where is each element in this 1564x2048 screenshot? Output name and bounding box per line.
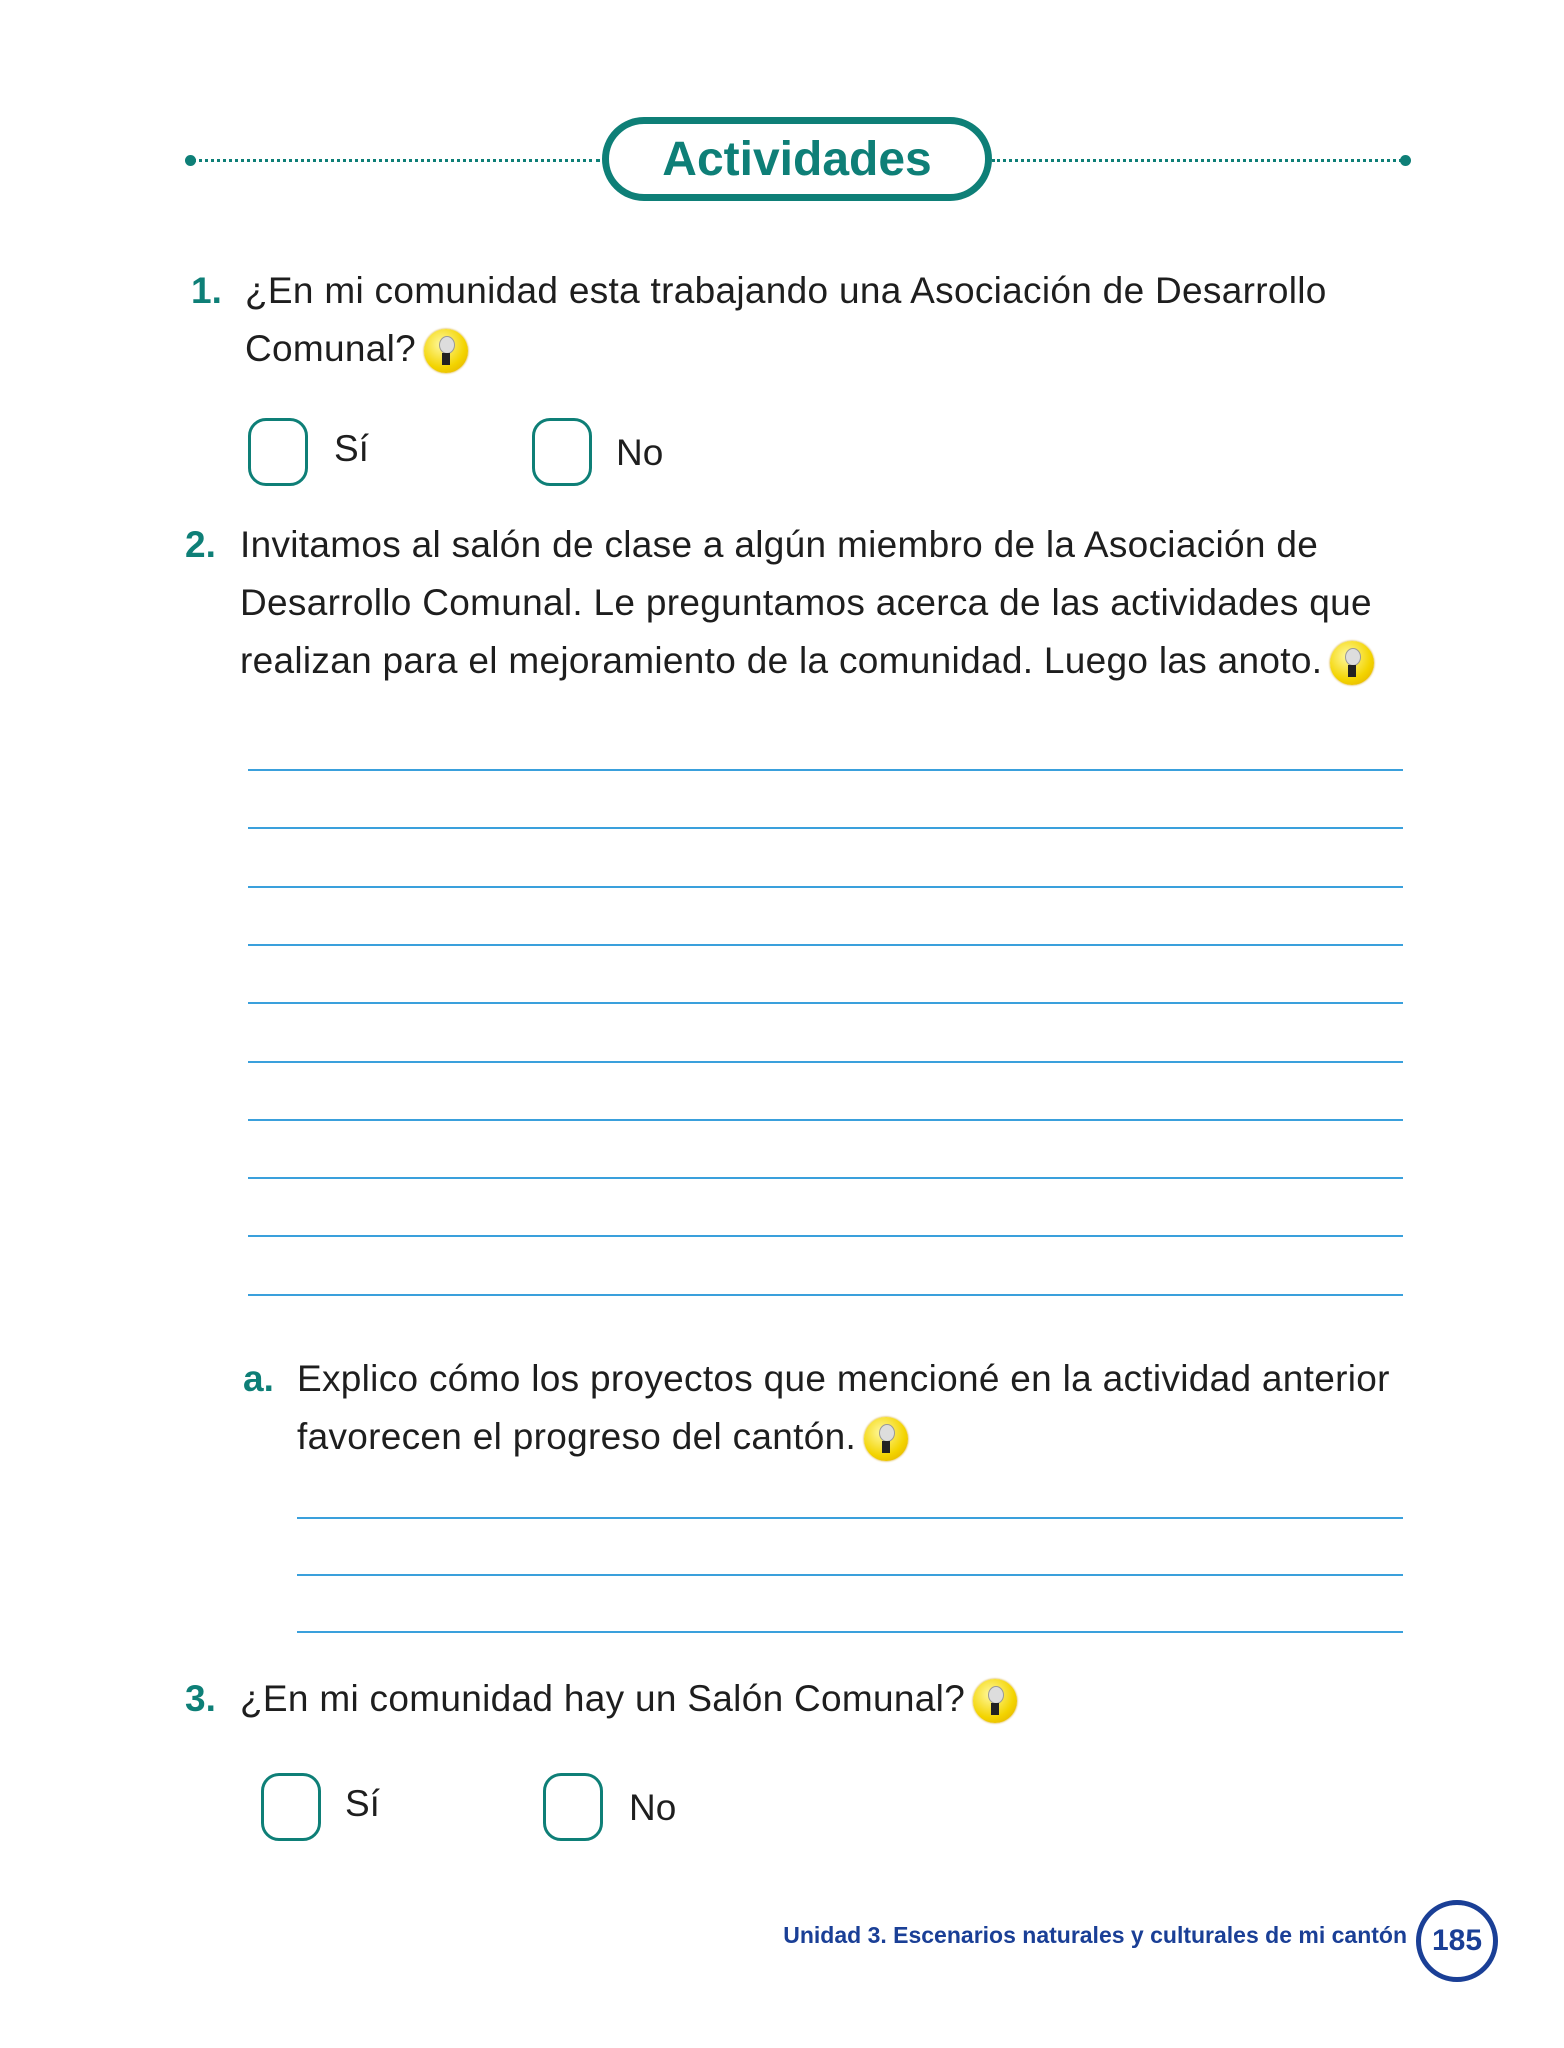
answer-line[interactable] xyxy=(297,1574,1403,1576)
answer-line[interactable] xyxy=(248,1061,1403,1063)
checkbox-no[interactable] xyxy=(543,1773,603,1841)
question-line: Invitamos al salón de clase a algún miembro de la Asociación de xyxy=(240,524,1319,565)
question-number: 1. xyxy=(191,270,222,311)
option-label: Sí xyxy=(345,1783,380,1824)
lightbulb-icon xyxy=(424,329,468,373)
answer-line[interactable] xyxy=(248,886,1403,888)
answer-line[interactable] xyxy=(297,1631,1403,1633)
answer-line[interactable] xyxy=(248,944,1403,946)
question-line: ¿En mi comunidad hay un Salón Comunal? xyxy=(240,1678,966,1719)
answer-line[interactable] xyxy=(297,1517,1403,1519)
question-line: Comunal? xyxy=(245,328,417,369)
page-number: 185 xyxy=(1416,1900,1498,1982)
answer-line[interactable] xyxy=(248,1177,1403,1179)
header-divider-left xyxy=(192,159,600,162)
section-title: Actividades xyxy=(602,117,992,201)
option-label: No xyxy=(616,432,664,473)
question-line: realizan para el mejoramiento de la comunidad. Luego las anoto. xyxy=(240,640,1323,681)
answer-line[interactable] xyxy=(248,1119,1403,1121)
lightbulb-icon xyxy=(1330,641,1374,685)
lightbulb-icon xyxy=(864,1417,908,1461)
answer-line[interactable] xyxy=(248,1294,1403,1296)
question-text xyxy=(240,516,1430,690)
checkbox-no[interactable] xyxy=(532,418,592,486)
lightbulb-icon xyxy=(973,1679,1017,1723)
question-text xyxy=(240,1670,1410,1728)
question-number: 3. xyxy=(185,1678,216,1719)
question-number: 2. xyxy=(185,524,216,565)
question-line: Desarrollo Comunal. Le preguntamos acerca de las actividades que xyxy=(240,582,1372,623)
question-text xyxy=(245,262,1415,378)
subquestion-letter: a. xyxy=(243,1358,274,1399)
option-label: Sí xyxy=(334,428,369,469)
answer-line[interactable] xyxy=(248,827,1403,829)
answer-line[interactable] xyxy=(248,1235,1403,1237)
question-line: ¿En mi comunidad esta trabajando una Asociación de Desarrollo xyxy=(245,270,1327,311)
footer-unit-title: Unidad 3. Escenarios naturales y culturales de mi cantón xyxy=(783,1922,1407,1948)
question-line: favorecen el progreso del cantón. xyxy=(297,1416,857,1457)
header-dot-right xyxy=(1400,155,1411,166)
header-divider-right xyxy=(992,159,1402,162)
option-label: No xyxy=(629,1787,677,1828)
answer-line[interactable] xyxy=(248,1002,1403,1004)
checkbox-yes[interactable] xyxy=(248,418,308,486)
subquestion-text xyxy=(297,1350,1437,1466)
question-line: Explico cómo los proyectos que mencioné en la actividad anterior xyxy=(297,1358,1390,1399)
answer-line[interactable] xyxy=(248,769,1403,771)
checkbox-yes[interactable] xyxy=(261,1773,321,1841)
